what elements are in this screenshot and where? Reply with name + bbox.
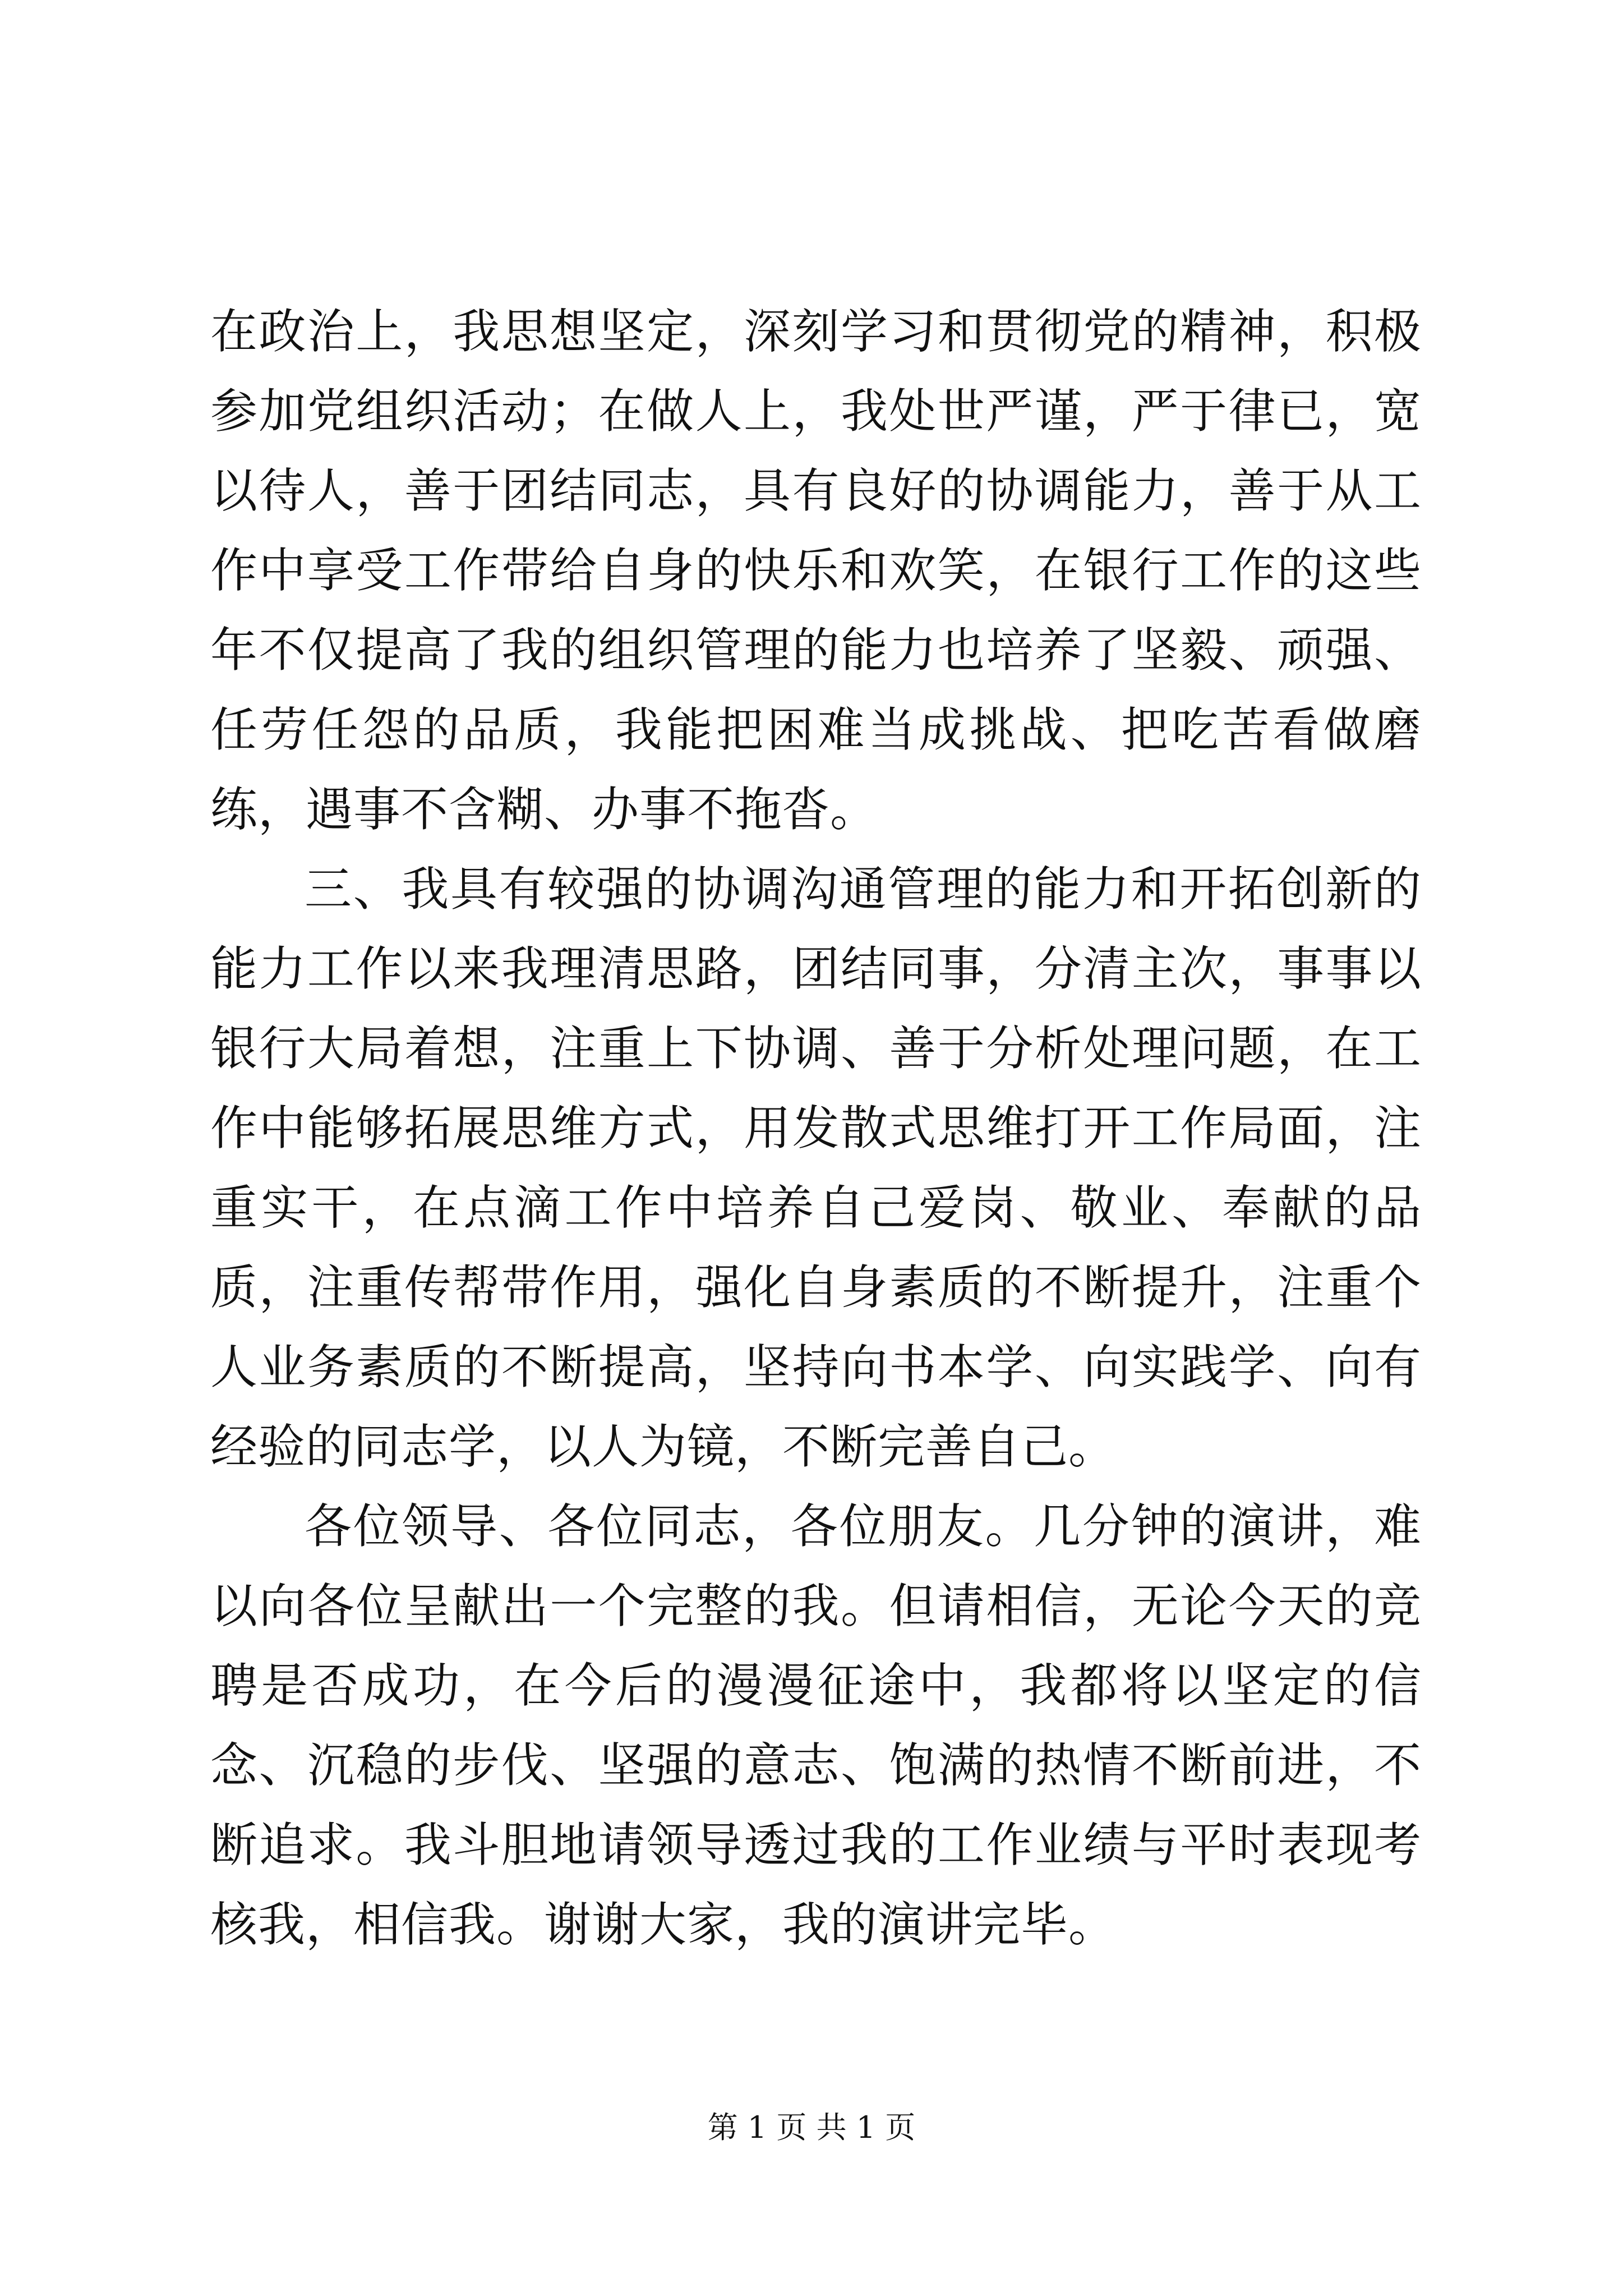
- paragraph-1: 在政治上，我思想坚定，深刻学习和贯彻党的精神，积极参加党组织活动；在做人上，我处世严谨，严于律已，宽以待人，善于团结同志，具有良好的协调能力，善于从工作中享受工作带给自身的快乐和欢笑，在银行工作的这些年不仅提高了我的组织管理的能力也培养了坚毅、顽强、任劳任怨的品质，我能把困难当成挑战、把吃苦看做磨练，遇事不含糊、办事不拖沓。: [210, 304, 1422, 837]
- document-body: [210, 292, 1422, 1964]
- page-number-footer: 第 1 页 共 1 页: [707, 2110, 916, 2145]
- paragraph-2: 三、我具有较强的协调沟通管理的能力和开拓创新的能力工作以来我理清思路，团结同事，分清主次，事事以银行大局着想，注重上下协调、善于分析处理问题，在工作中能够拓展思维方式，用发散式思维打开工作局面，注重实干，在点滴工作中培养自己爱岗、敬业、奉献的品质，注重传帮带作用，强化自身素质的不断提升，注重个人业务素质的不断提高，坚持向书本学、向实践学、向有经验的同志学，以人为镜，不断完善自己。: [210, 862, 1422, 1474]
- paragraph-3: 各位领导、各位同志，各位朋友。几分钟的演讲，难以向各位呈献出一个完整的我。但请相信，无论今天的竞聘是否成功，在今后的漫漫征途中，我都将以坚定的信念、沉稳的步伐、坚强的意志、饱满的热情不断前进，不断追求。我斗胆地请领导透过我的工作业绩与平时表现考核我，相信我。谢谢大家，我的演讲完毕。: [210, 1499, 1422, 1952]
